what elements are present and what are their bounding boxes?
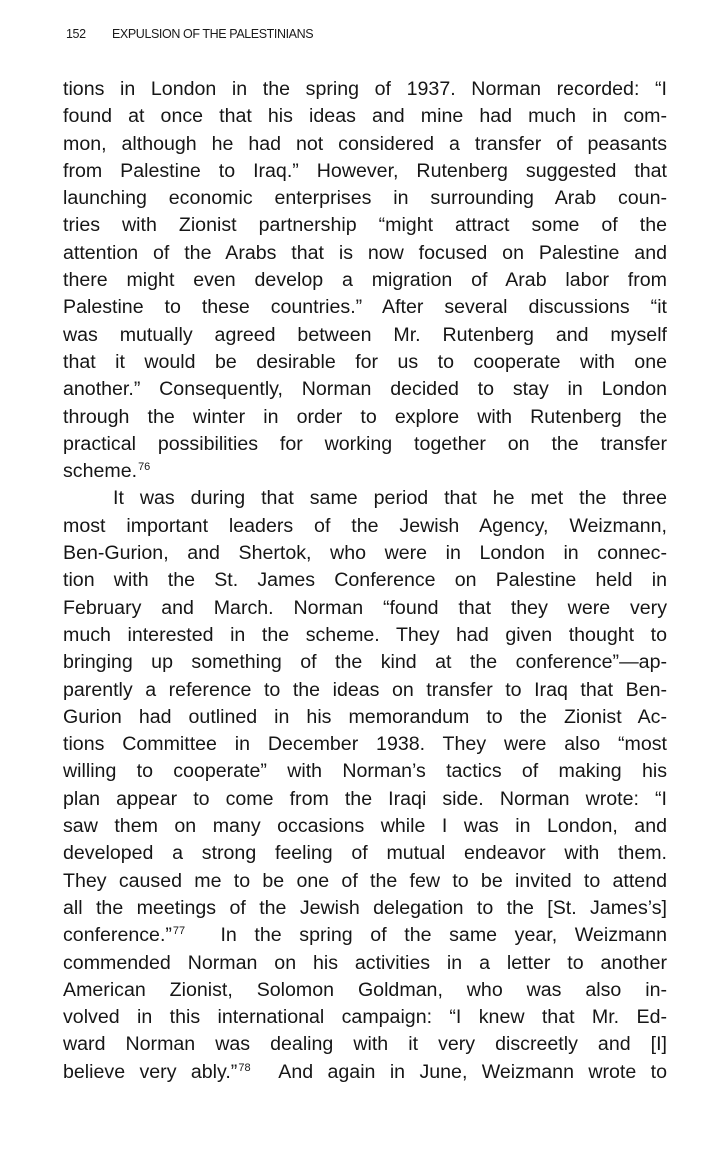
line-text: found at once that his ideas and mine had much in com- xyxy=(63,105,667,128)
footnote-marker: 77 xyxy=(172,925,186,938)
running-title: EXPULSION OF THE PALESTINIANS xyxy=(112,27,314,41)
line-text: February and March. Norman “found that they were very xyxy=(63,596,667,619)
text-line xyxy=(63,922,667,949)
line-text: Gurion had outlined in his memorandum to the Zionist Ac- xyxy=(63,705,667,728)
line-text: all the meetings of the Jewish delegation to the [St. James’s] xyxy=(63,896,667,919)
text-line xyxy=(63,622,667,649)
line-text: It was during that same period that he met the three xyxy=(113,487,667,510)
line-text: tions in London in the spring of 1937. Norman recorded: “I xyxy=(63,78,667,100)
text-line xyxy=(63,349,667,376)
line-text: another.” Consequently, Norman decided to stay in London xyxy=(63,378,667,401)
paragraph xyxy=(63,76,667,485)
line-text: attention of the Arabs that is now focused on Palestine and xyxy=(63,241,667,264)
text-line xyxy=(63,185,667,212)
line-text: willing to cooperate” with Norman’s tactics of making his xyxy=(63,760,667,783)
text-line xyxy=(63,567,667,594)
line-text: tions Committee in December 1938. They were also “most xyxy=(63,733,667,756)
text-line xyxy=(63,404,667,431)
text-line xyxy=(63,267,667,294)
line-text: They caused me to be one of the few to be invited to attend xyxy=(63,869,667,892)
text-line xyxy=(63,431,667,458)
line-text: scheme. xyxy=(63,460,138,483)
line-text-continued: In the spring of the same year, Weizmann xyxy=(185,924,667,947)
line-text: American Zionist, Solomon Goldman, who was also in- xyxy=(63,978,667,1001)
body-text xyxy=(63,76,667,1086)
text-line xyxy=(63,485,667,512)
text-line xyxy=(63,595,667,622)
page-number: 152 xyxy=(66,27,86,41)
text-line xyxy=(63,322,667,349)
line-text: tion with the St. James Conference on Palestine held in xyxy=(63,569,667,592)
text-line xyxy=(63,212,667,239)
text-line xyxy=(63,131,667,158)
text-line xyxy=(63,786,667,813)
text-line xyxy=(63,840,667,867)
line-text: bringing up something of the kind at the conference”—ap- xyxy=(63,651,667,674)
line-text: Palestine to these countries.” After several discussions “it xyxy=(63,296,667,319)
line-text: developed a strong feeling of mutual endeavor with them. xyxy=(63,842,667,865)
text-line xyxy=(63,240,667,267)
text-line xyxy=(63,1004,667,1031)
line-text: conference.” xyxy=(63,924,172,947)
text-line xyxy=(63,704,667,731)
line-text: Ben-Gurion, and Shertok, who were in London in connec- xyxy=(63,542,667,565)
line-text-continued: And again in June, Weizmann wrote to xyxy=(250,1060,667,1083)
text-line xyxy=(63,103,667,130)
text-line xyxy=(63,649,667,676)
text-line xyxy=(63,813,667,840)
text-line xyxy=(63,513,667,540)
text-line xyxy=(63,76,667,103)
text-line xyxy=(63,758,667,785)
text-line xyxy=(63,1059,667,1086)
text-line xyxy=(63,677,667,704)
footnote-marker: 78 xyxy=(238,1061,251,1074)
line-text: through the winter in order to explore with Rutenberg the xyxy=(63,405,667,428)
text-line xyxy=(63,731,667,758)
line-text: practical possibilities for working together on the transfer xyxy=(63,432,667,455)
line-text: saw them on many occasions while I was in London, and xyxy=(63,815,667,838)
text-line xyxy=(63,977,667,1004)
line-text: much interested in the scheme. They had given thought to xyxy=(63,623,667,646)
line-text: from Palestine to Iraq.” However, Rutenberg suggested that xyxy=(63,159,667,182)
line-text: tries with Zionist partnership “might attract some of the xyxy=(63,214,667,237)
line-text: that it would be desirable for us to cooperate with one xyxy=(63,350,667,373)
text-line xyxy=(63,950,667,977)
line-text: most important leaders of the Jewish Agency, Weizmann, xyxy=(63,514,667,537)
footnote-marker: 76 xyxy=(138,461,151,474)
line-text: launching economic enterprises in surrounding Arab coun- xyxy=(63,187,667,210)
line-text: believe very ably.” xyxy=(63,1060,238,1083)
line-text: ward Norman was dealing with it very discreetly and [I] xyxy=(63,1033,667,1056)
line-text: volved in this international campaign: “I knew that Mr. Ed- xyxy=(63,1006,667,1029)
text-line xyxy=(63,158,667,185)
line-text: plan appear to come from the Iraqi side. Norman wrote: “I xyxy=(63,787,667,810)
line-text: was mutually agreed between Mr. Rutenberg and myself xyxy=(63,323,667,346)
paragraph xyxy=(63,485,667,1086)
line-text: mon, although he had not considered a transfer of peasants xyxy=(63,132,667,155)
line-text: there might even develop a migration of Arab labor from xyxy=(63,269,667,292)
text-line xyxy=(63,1031,667,1058)
text-line xyxy=(63,376,667,403)
line-text: commended Norman on his activities in a letter to another xyxy=(63,951,667,974)
text-line xyxy=(63,458,667,485)
text-line xyxy=(63,868,667,895)
text-line xyxy=(63,540,667,567)
line-text: parently a reference to the ideas on transfer to Iraq that Ben- xyxy=(63,678,667,701)
text-line xyxy=(63,294,667,321)
running-head xyxy=(66,27,313,41)
text-line xyxy=(63,895,667,922)
